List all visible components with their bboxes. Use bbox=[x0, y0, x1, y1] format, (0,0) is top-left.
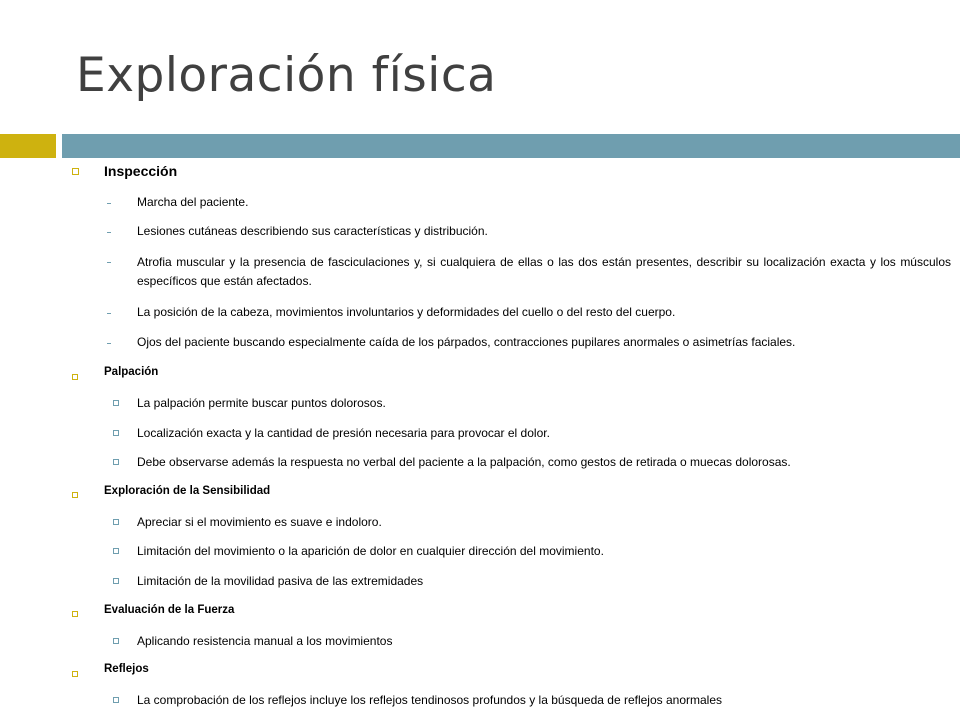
list-item: Marcha del paciente. bbox=[137, 195, 249, 209]
list-item: Atrofia muscular y la presencia de fasciculaciones y, si cualquiera de ellas o las dos están presentes, describir su localización exacta y los músculos específicos que están afectados. bbox=[137, 255, 951, 288]
dash-bullet-icon bbox=[107, 203, 111, 204]
list-item: La palpación permite buscar puntos dolorosos. bbox=[137, 396, 386, 410]
section-bullet-icon bbox=[72, 374, 78, 380]
list-item: Aplicando resistencia manual a los movimientos bbox=[137, 634, 393, 648]
section-bullet-icon bbox=[72, 492, 78, 498]
list-item: Debe observarse además la respuesta no verbal del paciente a la palpación, como gestos de retirada o muecas dolorosas. bbox=[137, 455, 791, 469]
dash-bullet-icon bbox=[107, 262, 111, 263]
square-bullet-icon bbox=[113, 548, 119, 554]
section-bullet-icon bbox=[72, 671, 78, 677]
list-item: Lesiones cutáneas describiendo sus características y distribución. bbox=[137, 224, 488, 238]
list-item: Limitación de la movilidad pasiva de las extremidades bbox=[137, 574, 424, 588]
square-bullet-icon bbox=[113, 400, 119, 406]
square-bullet-icon bbox=[113, 459, 119, 465]
square-bullet-icon bbox=[113, 519, 119, 525]
section-heading-reflejos: Reflejos bbox=[104, 663, 149, 675]
section-heading-sensibilidad: Exploración de la Sensibilidad bbox=[104, 485, 271, 497]
section-heading-fuerza: Evaluación de la Fuerza bbox=[104, 604, 235, 616]
list-item: La comprobación de los reflejos incluye los reflejos tendinosos profundos y la búsqueda de reflejos anormales bbox=[137, 693, 723, 707]
square-bullet-icon bbox=[113, 430, 119, 436]
dash-bullet-icon bbox=[107, 313, 111, 314]
section-bullet-icon bbox=[72, 168, 79, 175]
list-item: Limitación del movimiento o la aparición de dolor en cualquier dirección del movimiento. bbox=[137, 544, 604, 558]
list-item: Localización exacta y la cantidad de presión necesaria para provocar el dolor. bbox=[137, 426, 550, 440]
list-item: La posición de la cabeza, movimientos involuntarios y deformidades del cuello o del resto del cuerpo. bbox=[137, 305, 676, 319]
section-heading-inspeccion: Inspección bbox=[104, 163, 178, 179]
dash-bullet-icon bbox=[107, 343, 111, 344]
list-item: Ojos del paciente buscando especialmente caída de los párpados, contracciones pupilares anormales o asimetrías faciales. bbox=[137, 335, 796, 349]
section-heading-palpacion: Palpación bbox=[104, 366, 159, 378]
square-bullet-icon bbox=[113, 638, 119, 644]
section-bullet-icon bbox=[72, 611, 78, 617]
slide-title: Exploración física bbox=[76, 48, 497, 103]
dash-bullet-icon bbox=[107, 232, 111, 233]
list-item: Apreciar si el movimiento es suave e indoloro. bbox=[137, 515, 382, 529]
square-bullet-icon bbox=[113, 697, 119, 703]
square-bullet-icon bbox=[113, 578, 119, 584]
